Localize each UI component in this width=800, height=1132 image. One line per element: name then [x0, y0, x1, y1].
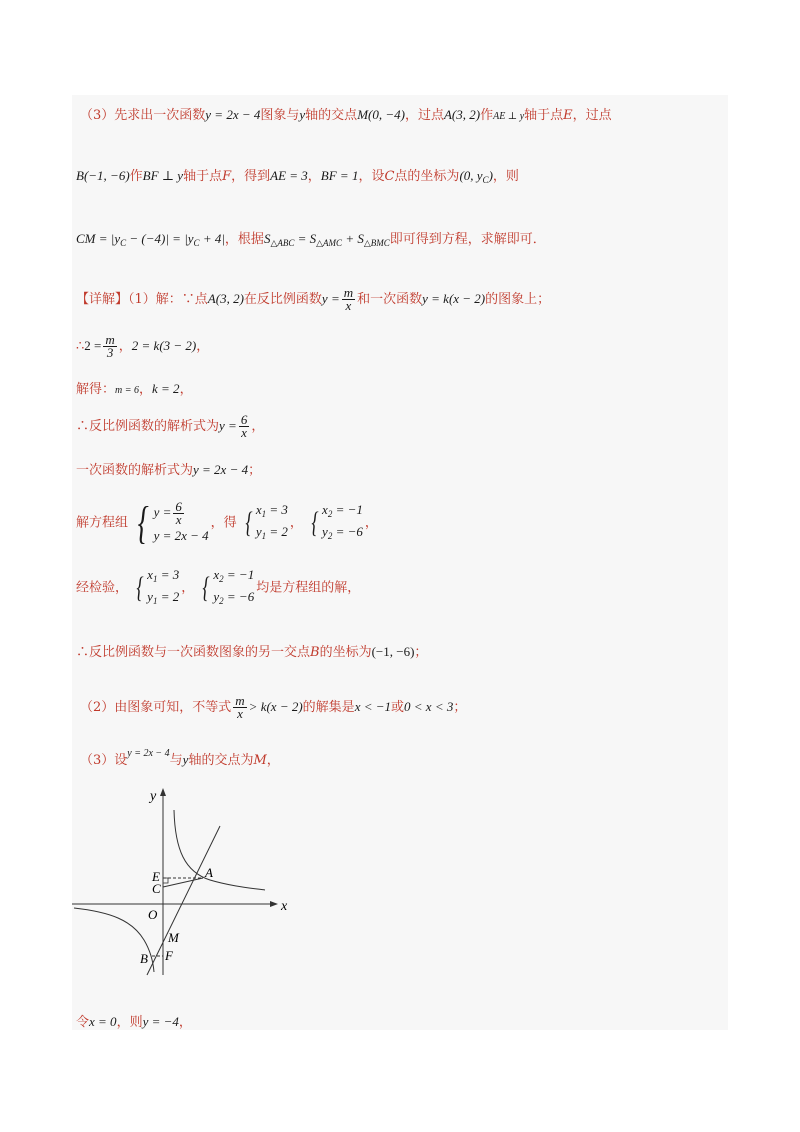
- text: ，过点: [404, 108, 444, 123]
- segment-ac: [163, 878, 203, 887]
- text: 作: [129, 169, 143, 184]
- text: CM = |y: [76, 231, 121, 246]
- subscript: 2: [327, 509, 333, 519]
- label-a: A: [205, 865, 213, 880]
- line: [213, 588, 254, 610]
- math-var: M: [253, 753, 267, 768]
- label-y: y: [150, 789, 157, 804]
- text: 的坐标为: [319, 645, 372, 660]
- step-4: [76, 459, 261, 478]
- text: ，: [289, 515, 303, 531]
- subscript: 2: [219, 574, 224, 584]
- text: 经检验，: [76, 580, 129, 596]
- solution-1: [243, 501, 288, 545]
- text: 作: [480, 108, 494, 123]
- text: y: [147, 589, 153, 604]
- text: 图象与: [260, 108, 300, 123]
- subscript: △AMC: [316, 238, 343, 248]
- fraction-m-over-x: [342, 287, 355, 312]
- numerator: m: [105, 332, 115, 347]
- text: = −1: [332, 502, 363, 517]
- text: ，: [266, 753, 280, 768]
- text: ∴反比例函数与一次函数图象的另一交点: [76, 645, 311, 660]
- text: （3）设: [80, 753, 128, 768]
- system-line-2: y = 2x − 4: [153, 527, 209, 543]
- step-6: [76, 566, 360, 610]
- step-8: [80, 695, 466, 720]
- solution-lines: [147, 566, 179, 610]
- text: 解得：: [76, 382, 116, 397]
- text: + 4|: [199, 231, 225, 246]
- numerator: m: [343, 285, 354, 300]
- hyperbola-branch-1: [174, 810, 265, 890]
- label-f: F: [165, 948, 173, 963]
- label-m: M: [168, 930, 179, 945]
- step-2: [76, 378, 193, 397]
- math-var: F: [222, 169, 232, 184]
- math-text: y =: [321, 291, 340, 306]
- math-text: 2 = k(3 − 2): [131, 338, 197, 353]
- text: 的图象上；: [485, 292, 551, 307]
- text: = −1: [223, 567, 255, 582]
- subscript: △ABC: [270, 238, 295, 248]
- math-text: y =: [219, 418, 237, 433]
- label-o: O: [148, 907, 158, 922]
- math-point-m: M(0, −4): [357, 107, 405, 122]
- math-point-a: A(3, 2): [443, 107, 481, 122]
- math-bf: BF = 1: [320, 168, 359, 183]
- subscript: C: [482, 175, 489, 185]
- text: 即可得到方程，求解即可．: [389, 232, 546, 247]
- text: ∴反比例函数的解析式为: [76, 419, 220, 434]
- text: x: [322, 502, 328, 517]
- subscript: 2: [219, 596, 224, 606]
- denominator: 3: [106, 345, 114, 360]
- label-b: B: [140, 951, 148, 966]
- text: ，: [178, 1015, 192, 1030]
- math-text: y = 2x − 4: [127, 748, 170, 759]
- label-e: E: [152, 869, 160, 884]
- text: ，则: [116, 1015, 143, 1030]
- math-text: > k(x − 2): [248, 699, 303, 714]
- analysis-line-1: [80, 104, 612, 123]
- text: ，设: [358, 169, 385, 184]
- text: 轴于点: [524, 108, 564, 123]
- denominator: x: [345, 298, 352, 313]
- math-k: k = 2: [152, 381, 180, 396]
- brace: {: [311, 506, 319, 539]
- fraction-m-over-x: [233, 695, 246, 720]
- step-7: [76, 641, 427, 660]
- y-axis-arrow: [160, 788, 166, 796]
- right-angle-e: [163, 878, 168, 883]
- text: = S: [294, 231, 317, 246]
- subscript: C: [120, 238, 127, 248]
- numerator: 6: [175, 498, 182, 514]
- text: ，: [181, 580, 195, 596]
- solution-2: [309, 501, 363, 545]
- math-var: B: [310, 645, 320, 660]
- subscript: 1: [261, 531, 267, 541]
- brace: {: [136, 571, 144, 604]
- text: x: [147, 567, 153, 582]
- x-axis-arrow: [270, 901, 278, 907]
- subscript: 1: [152, 596, 158, 606]
- solution-1: [134, 566, 179, 610]
- text: ；: [453, 700, 467, 715]
- line: [322, 523, 363, 545]
- text: ，则: [492, 169, 519, 184]
- math-solution-1: x < −1: [354, 699, 392, 714]
- math-text: 2 =: [84, 338, 102, 353]
- detail-line: [76, 287, 550, 312]
- brace: {: [245, 506, 253, 539]
- subscript: 2: [327, 531, 333, 541]
- brace: {: [202, 571, 210, 604]
- text: (0, y: [459, 168, 483, 183]
- line: [147, 588, 179, 610]
- linear-graph: [147, 826, 220, 975]
- subscript: △BMC: [363, 238, 390, 248]
- text: ，: [364, 515, 378, 531]
- text: + S: [342, 231, 364, 246]
- therefore-symbol: ∴: [76, 339, 85, 354]
- step-1: [76, 334, 209, 359]
- text: ；: [414, 645, 428, 660]
- subscript: 1: [261, 509, 267, 519]
- text: 解方程组: [76, 515, 129, 531]
- label-c: C: [152, 881, 161, 896]
- text: S: [263, 231, 271, 246]
- label-x: x: [281, 899, 288, 914]
- denominator: x: [175, 511, 182, 527]
- solution-2: [200, 566, 254, 610]
- text: ，得: [210, 515, 237, 531]
- math-perp: AE ⊥ y: [493, 111, 525, 122]
- text: 一次函数的解析式为: [76, 463, 194, 478]
- subscript: 1: [152, 574, 158, 584]
- math-text: y = −4: [142, 1014, 179, 1029]
- subscript: C: [193, 238, 200, 248]
- math-linear: y = k(x − 2): [422, 291, 486, 306]
- math-m: m = 6: [115, 385, 139, 396]
- denominator: x: [237, 706, 243, 721]
- text: x: [255, 502, 262, 517]
- text: 轴的交点: [305, 108, 358, 123]
- text: x: [213, 567, 220, 582]
- fraction-m-over-3: [103, 334, 116, 359]
- equation-system: [134, 497, 209, 548]
- text: ，得到: [231, 169, 271, 184]
- line: [256, 523, 288, 545]
- numerator: 6: [240, 412, 248, 427]
- system-line-1: [153, 498, 209, 527]
- text: ，过点: [572, 108, 612, 123]
- brace: {: [137, 497, 149, 548]
- line: [213, 566, 254, 588]
- text: = 2: [266, 524, 288, 539]
- step-10: [76, 1011, 192, 1030]
- text: y: [322, 524, 328, 539]
- text: 和一次函数: [357, 292, 423, 307]
- math-linear-eq: y = 2x − 4: [205, 107, 261, 122]
- text: − (−4)| = |y: [126, 231, 194, 246]
- math-solution-2: 0 < x < 3: [404, 699, 454, 714]
- math-var: E: [563, 108, 573, 123]
- fraction: [173, 498, 184, 527]
- step-5: [76, 497, 378, 548]
- text: （3）先求出一次函数: [80, 108, 206, 123]
- text: 令: [76, 1015, 90, 1030]
- text: 轴于点: [183, 169, 223, 184]
- function-graph: [70, 780, 290, 980]
- text: y =: [153, 503, 172, 519]
- text: 的解集是: [302, 700, 355, 715]
- text: 均是方程组的解，: [256, 580, 361, 596]
- text: ，根据: [224, 232, 264, 247]
- system-lines: [153, 498, 209, 546]
- text: y: [255, 524, 262, 539]
- text: ，: [179, 382, 193, 397]
- line: [322, 501, 363, 523]
- math-area-eq: [264, 231, 390, 246]
- text: ，: [251, 419, 265, 434]
- step-9: [80, 749, 280, 768]
- analysis-line-3: [76, 228, 546, 249]
- analysis-line-2: [76, 165, 519, 185]
- text: 或: [391, 700, 405, 715]
- numerator: m: [235, 693, 245, 708]
- solution-lines: [213, 566, 254, 610]
- text: = −6: [332, 524, 363, 539]
- math-point-b: B(−1, −6): [76, 168, 130, 183]
- text: （2）由图象可知，不等式: [80, 700, 232, 715]
- text: y: [213, 589, 220, 604]
- text: ，: [118, 339, 132, 354]
- text: 在反比例函数: [243, 292, 322, 307]
- text: = 3: [266, 502, 288, 517]
- text: 与: [169, 753, 183, 768]
- line: [147, 566, 179, 588]
- math-var: C: [384, 169, 395, 184]
- math-cm: [76, 231, 225, 246]
- solution-lines: [256, 501, 288, 545]
- text: 点的坐标为: [394, 169, 460, 184]
- line: [256, 501, 288, 523]
- text: ，: [196, 339, 210, 354]
- math-coord-c: [459, 168, 492, 183]
- text: ): [488, 168, 493, 183]
- text: ，: [139, 382, 153, 397]
- math-var: y: [299, 107, 306, 122]
- math-ae: AE = 3: [270, 168, 308, 183]
- math-point-a: A(3, 2): [207, 291, 244, 306]
- text: 轴的交点为: [188, 753, 254, 768]
- solution-lines: [322, 501, 363, 545]
- text: （1）解：∵点: [128, 292, 208, 307]
- text: = 2: [157, 589, 180, 604]
- text: ；: [248, 463, 262, 478]
- step-3: [76, 414, 264, 439]
- math-coord-b: (−1, −6): [371, 644, 415, 659]
- text: = 3: [157, 567, 180, 582]
- text: = −6: [223, 589, 255, 604]
- math-perp: BF ⊥ y: [142, 168, 184, 183]
- denominator: x: [241, 425, 247, 440]
- detail-tag: 【详解】: [76, 292, 129, 307]
- math-text: y = 2x − 4: [193, 462, 249, 477]
- math-var: y: [182, 752, 189, 767]
- fraction-6-over-x: [239, 414, 250, 439]
- math-text: x = 0: [89, 1014, 117, 1029]
- text: ，: [307, 169, 321, 184]
